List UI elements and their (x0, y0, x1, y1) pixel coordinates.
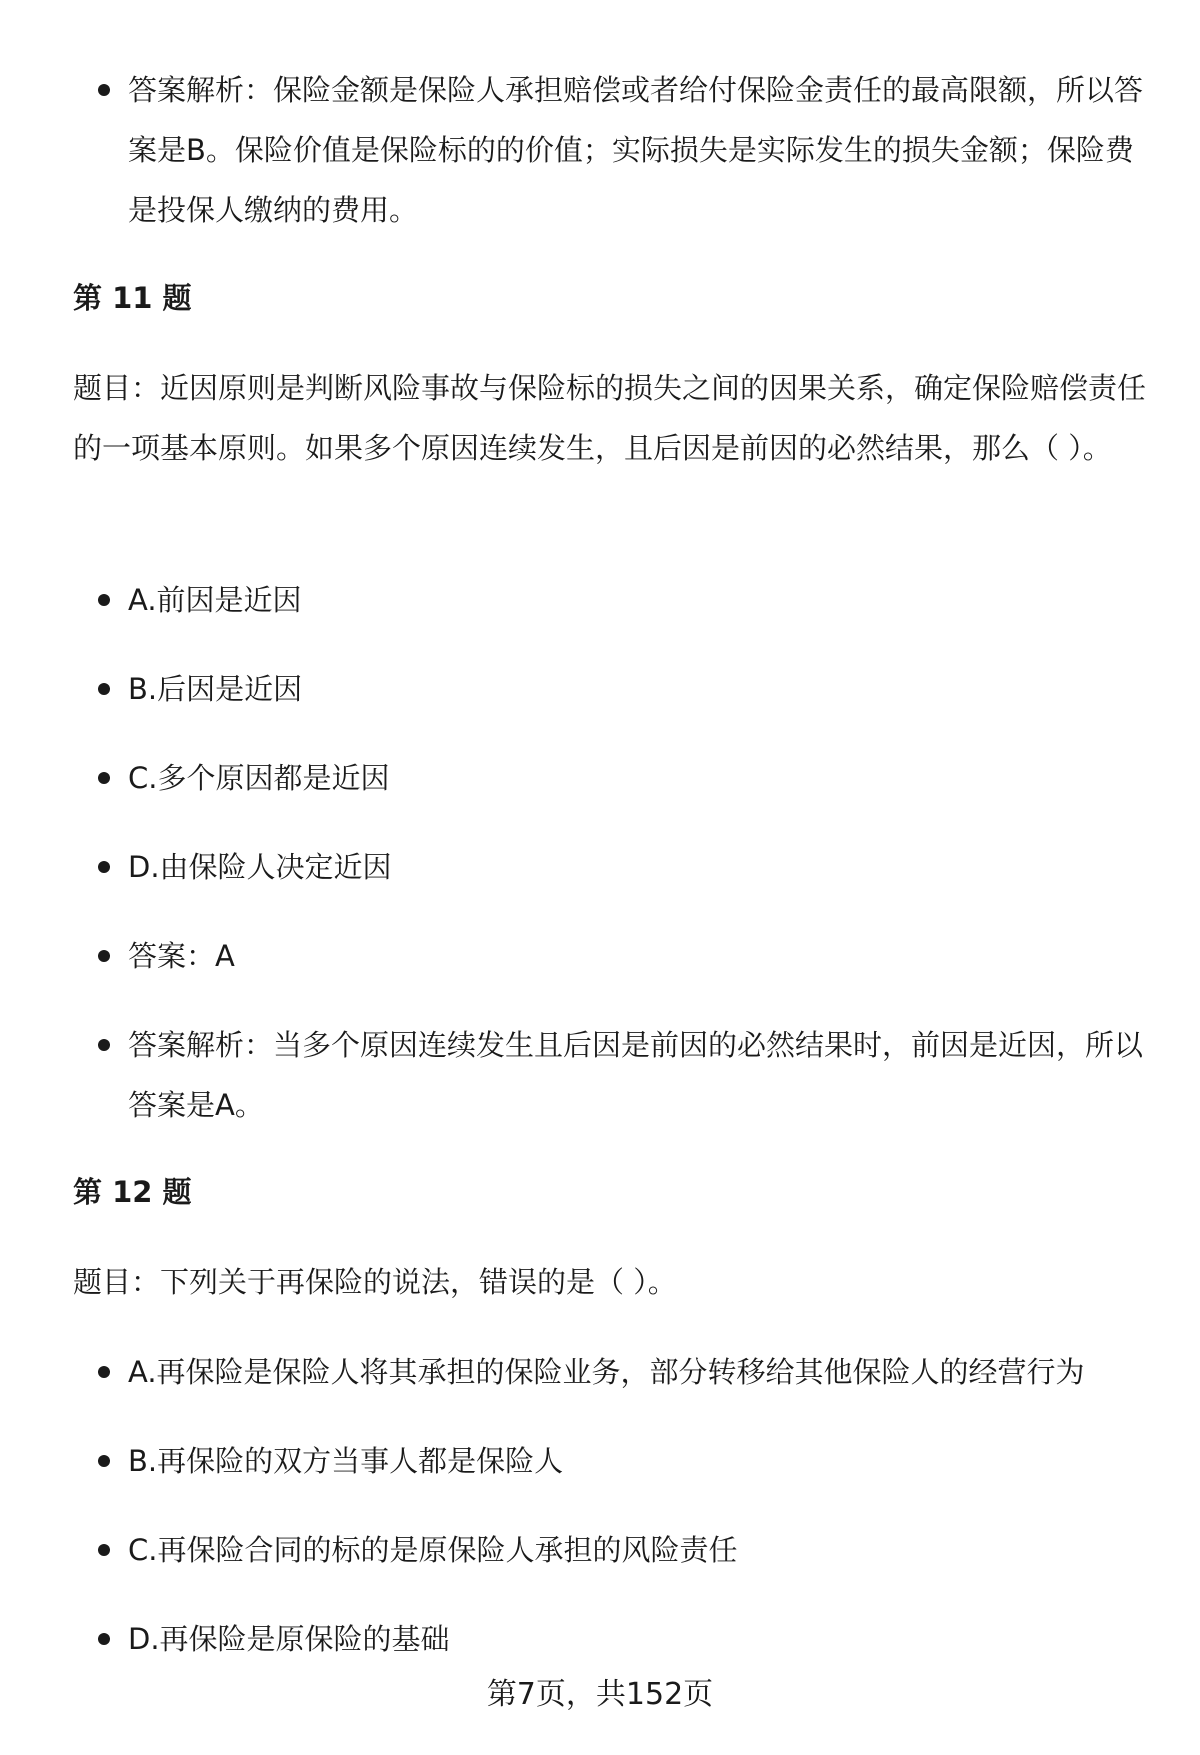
bullet-icon (98, 84, 110, 96)
question-12-heading: 第 12 题 (73, 1175, 192, 1209)
option-label: C.再保险合同的标的是原保险人承担的风险责任 (128, 1533, 738, 1567)
bullet-icon (98, 594, 110, 606)
page-number: 第7页，共152页 (486, 1677, 714, 1712)
question-12-text: 题目：下列关于再保险的说法，错误的是（ ）。 (73, 1265, 677, 1299)
option-label: B.后因是近因 (128, 672, 303, 706)
bullet-icon (98, 1633, 110, 1645)
bullet-icon (98, 861, 110, 873)
q11-answer (98, 926, 1148, 986)
question-11-text: 题目：近因原则是判断风险事故与保险标的损失之间的因果关系，确定保险赔偿责任的一项基本原则。如果多个原因连续发生，且后因是前因的必然结果，那么（ ）。 (73, 371, 1147, 465)
option-label: D.由保险人决定近因 (128, 850, 392, 884)
question-11-heading: 第 11 题 (73, 281, 192, 315)
option-label: B.再保险的双方当事人都是保险人 (128, 1444, 564, 1478)
q12-option-c (98, 1520, 1148, 1580)
answer-analysis-text: 答案解析：当多个原因连续发生且后因是前因的必然结果时，前因是近因，所以答案是A。 (128, 1028, 1144, 1122)
option-label: C.多个原因都是近因 (128, 761, 390, 795)
option-label: D.再保险是原保险的基础 (128, 1622, 450, 1656)
prev-answer-analysis-text: 答案解析：保险金额是保险人承担赔偿或者给付保险金责任的最高限额，所以答案是B。保险价值是保险标的的价值；实际损失是实际发生的损失金额；保险费是投保人缴纳的费用。 (128, 73, 1144, 227)
bullet-icon (98, 1544, 110, 1556)
q11-option-c (98, 748, 1148, 808)
prev-answer-analysis (98, 60, 1148, 240)
bullet-icon (98, 950, 110, 962)
q11-answer-analysis (98, 1015, 1148, 1135)
bullet-icon (98, 683, 110, 695)
option-label: A.再保险是保险人将其承担的保险业务，部分转移给其他保险人的经营行为 (128, 1355, 1085, 1389)
q12-option-d (98, 1609, 1148, 1669)
bullet-icon (98, 1366, 110, 1378)
bullet-icon (98, 1039, 110, 1051)
answer-text: 答案：A (128, 939, 235, 973)
q11-option-b (98, 659, 1148, 719)
q11-option-d (98, 837, 1148, 897)
bullet-icon (98, 772, 110, 784)
q11-option-a (98, 570, 1148, 630)
option-label: A.前因是近因 (128, 583, 302, 617)
bullet-icon (98, 1455, 110, 1467)
q12-option-a (98, 1342, 1148, 1402)
q12-option-b (98, 1431, 1148, 1491)
